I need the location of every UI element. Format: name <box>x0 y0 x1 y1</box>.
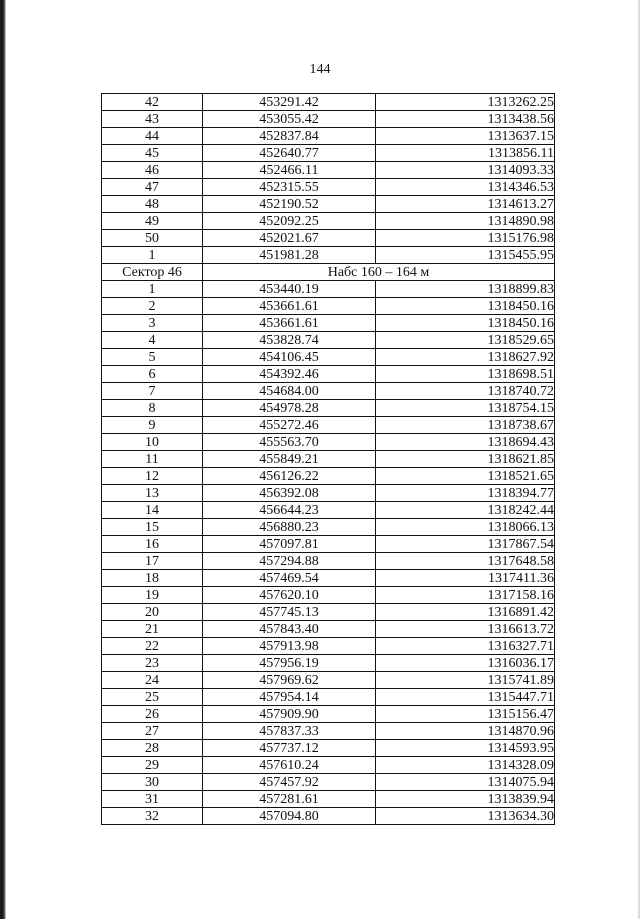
x-coordinate-cell: 457837.33 <box>203 723 376 740</box>
x-coordinate-cell: 454978.28 <box>203 400 376 417</box>
x-coordinate-cell: 456126.22 <box>203 468 376 485</box>
x-coordinate-cell: 457954.14 <box>203 689 376 706</box>
table-row <box>102 706 555 723</box>
y-coordinate-cell: 1318066.13 <box>376 519 555 536</box>
x-coordinate-cell: 454392.46 <box>203 366 376 383</box>
x-coordinate-cell: 457281.61 <box>203 791 376 808</box>
table-row <box>102 94 555 111</box>
x-coordinate-cell: 451981.28 <box>203 247 376 264</box>
table-row <box>102 587 555 604</box>
y-coordinate-cell: 1318694.43 <box>376 434 555 451</box>
y-coordinate-cell: 1314870.96 <box>376 723 555 740</box>
y-coordinate-cell: 1315741.89 <box>376 672 555 689</box>
point-number-cell: 25 <box>102 689 203 706</box>
y-coordinate-cell: 1313637.15 <box>376 128 555 145</box>
table-row <box>102 638 555 655</box>
x-coordinate-cell: 453291.42 <box>203 94 376 111</box>
table-row <box>102 230 555 247</box>
table-row <box>102 383 555 400</box>
x-coordinate-cell: 455849.21 <box>203 451 376 468</box>
table-row <box>102 774 555 791</box>
x-coordinate-cell: 457469.54 <box>203 570 376 587</box>
point-number-cell: 18 <box>102 570 203 587</box>
x-coordinate-cell: 455272.46 <box>203 417 376 434</box>
table-row <box>102 128 555 145</box>
x-coordinate-cell: 457610.24 <box>203 757 376 774</box>
point-number-cell: 48 <box>102 196 203 213</box>
point-number-cell: 1 <box>102 247 203 264</box>
point-number-cell: 1 <box>102 281 203 298</box>
y-coordinate-cell: 1318698.51 <box>376 366 555 383</box>
table-row <box>102 349 555 366</box>
x-coordinate-cell: 456392.08 <box>203 485 376 502</box>
sector-label: Сектор 46 <box>102 264 203 281</box>
point-number-cell: 14 <box>102 502 203 519</box>
point-number-cell: 5 <box>102 349 203 366</box>
y-coordinate-cell: 1316327.71 <box>376 638 555 655</box>
x-coordinate-cell: 457956.19 <box>203 655 376 672</box>
x-coordinate-cell: 457294.88 <box>203 553 376 570</box>
x-coordinate-cell: 454684.00 <box>203 383 376 400</box>
table-row <box>102 298 555 315</box>
table-row <box>102 417 555 434</box>
point-number-cell: 6 <box>102 366 203 383</box>
table-row <box>102 281 555 298</box>
table-row <box>102 723 555 740</box>
table-row <box>102 213 555 230</box>
y-coordinate-cell: 1316891.42 <box>376 604 555 621</box>
y-coordinate-cell: 1318621.85 <box>376 451 555 468</box>
y-coordinate-cell: 1318738.67 <box>376 417 555 434</box>
coordinates-table <box>101 93 555 825</box>
scan-edge <box>0 0 6 919</box>
table-row <box>102 553 555 570</box>
point-number-cell: 17 <box>102 553 203 570</box>
point-number-cell: 43 <box>102 111 203 128</box>
x-coordinate-cell: 453440.19 <box>203 281 376 298</box>
point-number-cell: 42 <box>102 94 203 111</box>
point-number-cell: 47 <box>102 179 203 196</box>
y-coordinate-cell: 1313262.25 <box>376 94 555 111</box>
x-coordinate-cell: 457094.80 <box>203 808 376 825</box>
point-number-cell: 9 <box>102 417 203 434</box>
x-coordinate-cell: 453055.42 <box>203 111 376 128</box>
y-coordinate-cell: 1318450.16 <box>376 315 555 332</box>
x-coordinate-cell: 452466.11 <box>203 162 376 179</box>
point-number-cell: 16 <box>102 536 203 553</box>
y-coordinate-cell: 1313856.11 <box>376 145 555 162</box>
x-coordinate-cell: 455563.70 <box>203 434 376 451</box>
x-coordinate-cell: 457737.12 <box>203 740 376 757</box>
x-coordinate-cell: 457909.90 <box>203 706 376 723</box>
table-row <box>102 111 555 128</box>
point-number-cell: 31 <box>102 791 203 808</box>
point-number-cell: 12 <box>102 468 203 485</box>
x-coordinate-cell: 452190.52 <box>203 196 376 213</box>
point-number-cell: 45 <box>102 145 203 162</box>
point-number-cell: 49 <box>102 213 203 230</box>
point-number-cell: 8 <box>102 400 203 417</box>
point-number-cell: 2 <box>102 298 203 315</box>
point-number-cell: 32 <box>102 808 203 825</box>
point-number-cell: 20 <box>102 604 203 621</box>
y-coordinate-cell: 1316613.72 <box>376 621 555 638</box>
y-coordinate-cell: 1318740.72 <box>376 383 555 400</box>
point-number-cell: 23 <box>102 655 203 672</box>
table-row <box>102 485 555 502</box>
y-coordinate-cell: 1314613.27 <box>376 196 555 213</box>
y-coordinate-cell: 1318529.65 <box>376 332 555 349</box>
table-row <box>102 315 555 332</box>
y-coordinate-cell: 1314328.09 <box>376 757 555 774</box>
y-coordinate-cell: 1313438.56 <box>376 111 555 128</box>
x-coordinate-cell: 457457.92 <box>203 774 376 791</box>
point-number-cell: 19 <box>102 587 203 604</box>
x-coordinate-cell: 457097.81 <box>203 536 376 553</box>
point-number-cell: 15 <box>102 519 203 536</box>
x-coordinate-cell: 457969.62 <box>203 672 376 689</box>
point-number-cell: 13 <box>102 485 203 502</box>
table-row <box>102 757 555 774</box>
y-coordinate-cell: 1317411.36 <box>376 570 555 587</box>
x-coordinate-cell: 457620.10 <box>203 587 376 604</box>
point-number-cell: 4 <box>102 332 203 349</box>
y-coordinate-cell: 1313634.30 <box>376 808 555 825</box>
page-number: 144 <box>309 62 331 77</box>
x-coordinate-cell: 453661.61 <box>203 315 376 332</box>
point-number-cell: 24 <box>102 672 203 689</box>
y-coordinate-cell: 1315156.47 <box>376 706 555 723</box>
point-number-cell: 10 <box>102 434 203 451</box>
table-row <box>102 162 555 179</box>
section-header <box>102 264 555 281</box>
table-row <box>102 145 555 162</box>
table-row <box>102 689 555 706</box>
x-coordinate-cell: 456644.23 <box>203 502 376 519</box>
y-coordinate-cell: 1315447.71 <box>376 689 555 706</box>
x-coordinate-cell: 452092.25 <box>203 213 376 230</box>
y-coordinate-cell: 1318394.77 <box>376 485 555 502</box>
table-row <box>102 468 555 485</box>
table-row <box>102 655 555 672</box>
table-row <box>102 519 555 536</box>
x-coordinate-cell: 454106.45 <box>203 349 376 366</box>
point-number-cell: 7 <box>102 383 203 400</box>
point-number-cell: 3 <box>102 315 203 332</box>
table-row <box>102 247 555 264</box>
table-row <box>102 740 555 757</box>
point-number-cell: 50 <box>102 230 203 247</box>
y-coordinate-cell: 1318627.92 <box>376 349 555 366</box>
x-coordinate-cell: 452021.67 <box>203 230 376 247</box>
y-coordinate-cell: 1317648.58 <box>376 553 555 570</box>
table-row <box>102 179 555 196</box>
point-number-cell: 28 <box>102 740 203 757</box>
height-range-label: Набс 160 – 164 м <box>203 264 555 281</box>
point-number-cell: 11 <box>102 451 203 468</box>
table-row <box>102 400 555 417</box>
table-row <box>102 570 555 587</box>
y-coordinate-cell: 1318521.65 <box>376 468 555 485</box>
x-coordinate-cell: 452640.77 <box>203 145 376 162</box>
y-coordinate-cell: 1313839.94 <box>376 791 555 808</box>
x-coordinate-cell: 457745.13 <box>203 604 376 621</box>
table-row <box>102 502 555 519</box>
y-coordinate-cell: 1315455.95 <box>376 247 555 264</box>
table-body-after <box>102 281 555 825</box>
table-body-before <box>102 94 555 264</box>
y-coordinate-cell: 1317867.54 <box>376 536 555 553</box>
y-coordinate-cell: 1318242.44 <box>376 502 555 519</box>
y-coordinate-cell: 1318754.15 <box>376 400 555 417</box>
y-coordinate-cell: 1314346.53 <box>376 179 555 196</box>
y-coordinate-cell: 1314593.95 <box>376 740 555 757</box>
point-number-cell: 30 <box>102 774 203 791</box>
x-coordinate-cell: 457913.98 <box>203 638 376 655</box>
point-number-cell: 44 <box>102 128 203 145</box>
x-coordinate-cell: 453828.74 <box>203 332 376 349</box>
y-coordinate-cell: 1315176.98 <box>376 230 555 247</box>
table-row <box>102 672 555 689</box>
y-coordinate-cell: 1316036.17 <box>376 655 555 672</box>
table-row <box>102 332 555 349</box>
y-coordinate-cell: 1314075.94 <box>376 774 555 791</box>
y-coordinate-cell: 1318899.83 <box>376 281 555 298</box>
point-number-cell: 27 <box>102 723 203 740</box>
x-coordinate-cell: 453661.61 <box>203 298 376 315</box>
table-row <box>102 791 555 808</box>
table-row <box>102 366 555 383</box>
y-coordinate-cell: 1317158.16 <box>376 587 555 604</box>
point-number-cell: 26 <box>102 706 203 723</box>
x-coordinate-cell: 456880.23 <box>203 519 376 536</box>
y-coordinate-cell: 1314093.33 <box>376 162 555 179</box>
point-number-cell: 46 <box>102 162 203 179</box>
x-coordinate-cell: 452315.55 <box>203 179 376 196</box>
table-row <box>102 434 555 451</box>
table-row <box>102 808 555 825</box>
section-row <box>102 264 555 281</box>
table-row <box>102 196 555 213</box>
y-coordinate-cell: 1314890.98 <box>376 213 555 230</box>
y-coordinate-cell: 1318450.16 <box>376 298 555 315</box>
point-number-cell: 22 <box>102 638 203 655</box>
x-coordinate-cell: 452837.84 <box>203 128 376 145</box>
table-row <box>102 604 555 621</box>
table-row <box>102 536 555 553</box>
point-number-cell: 29 <box>102 757 203 774</box>
point-number-cell: 21 <box>102 621 203 638</box>
table-row <box>102 621 555 638</box>
table-row <box>102 451 555 468</box>
x-coordinate-cell: 457843.40 <box>203 621 376 638</box>
